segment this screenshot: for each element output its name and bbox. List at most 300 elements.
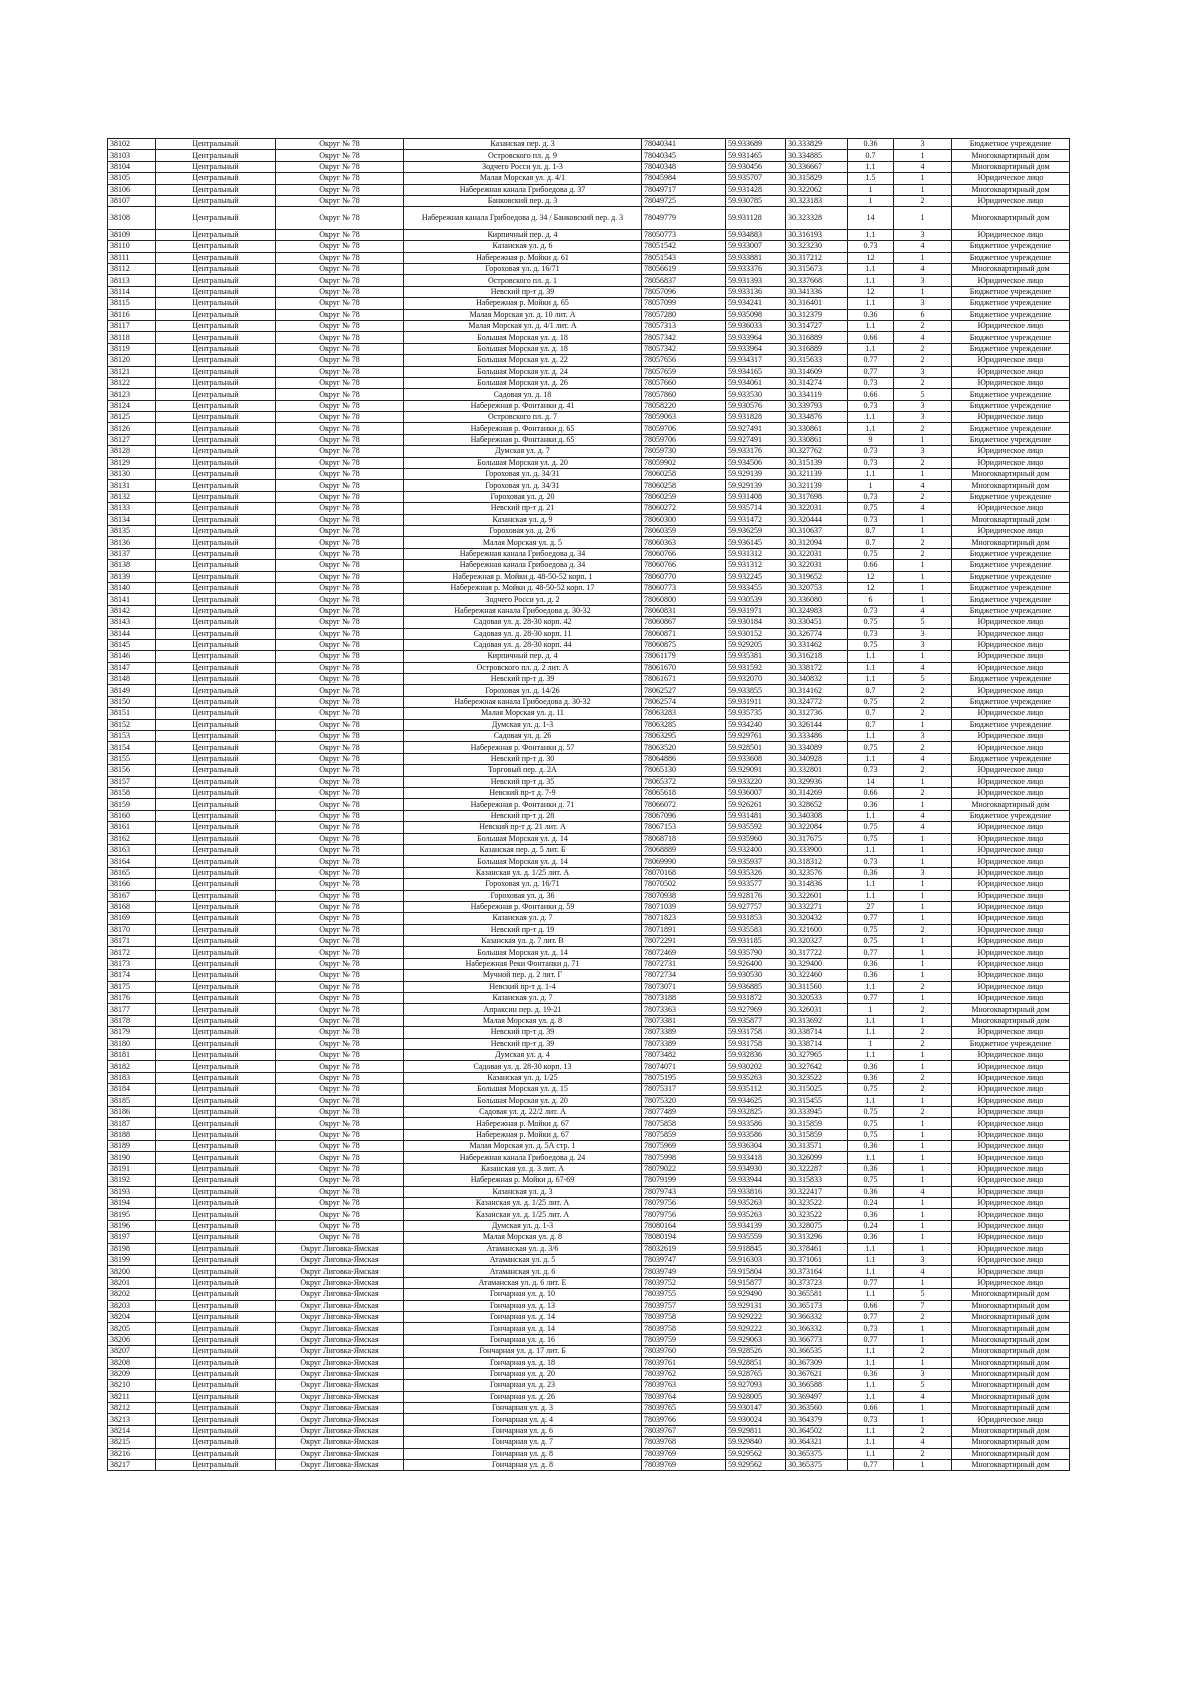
count-cell: 3 [894, 298, 952, 309]
latitude-cell: 59.926261 [726, 799, 786, 810]
count-cell: 1 [894, 1334, 952, 1345]
address-cell: Гончарная ул. д. 4 [404, 1414, 642, 1425]
volume-cell: 0.36 [848, 970, 894, 981]
volume-cell: 0.77 [848, 947, 894, 958]
owner-type-cell: Бюджетное учреждение [952, 674, 1070, 685]
count-cell: 2 [894, 696, 952, 707]
record-id-cell: 38105 [108, 173, 156, 184]
owner-type-cell: Юридическое лицо [952, 856, 1070, 867]
owner-type-cell: Юридическое лицо [952, 867, 1070, 878]
volume-cell: 0.77 [848, 1311, 894, 1322]
owner-type-cell: Юридическое лицо [952, 617, 1070, 628]
table-row [108, 1460, 1070, 1471]
owner-type-cell: Многоквартирный дом [952, 161, 1070, 172]
longitude-cell: 30.315829 [786, 173, 848, 184]
object-code-cell: 78072469 [642, 947, 726, 958]
latitude-cell: 59.930530 [726, 970, 786, 981]
volume-cell: 0.36 [848, 1072, 894, 1083]
volume-cell: 1.1 [848, 651, 894, 662]
table-row [108, 1448, 1070, 1459]
municipal-okrug-cell: Округ № 78 [276, 355, 404, 366]
latitude-cell: 59.934930 [726, 1163, 786, 1174]
municipal-okrug-cell: Округ № 78 [276, 1220, 404, 1231]
owner-type-cell: Бюджетное учреждение [952, 491, 1070, 502]
owner-type-cell: Многоквартирный дом [952, 1448, 1070, 1459]
table-row [108, 844, 1070, 855]
count-cell: 4 [894, 1266, 952, 1277]
latitude-cell: 59.927757 [726, 901, 786, 912]
latitude-cell: 59.933376 [726, 264, 786, 275]
count-cell: 1 [894, 1061, 952, 1072]
count-cell: 1 [894, 1175, 952, 1186]
object-code-cell: 78073071 [642, 981, 726, 992]
table-row [108, 1118, 1070, 1129]
record-id-cell: 38215 [108, 1437, 156, 1448]
owner-type-cell: Многоквартирный дом [952, 1004, 1070, 1015]
latitude-cell: 59.935714 [726, 503, 786, 514]
municipal-okrug-cell: Округ № 78 [276, 1015, 404, 1026]
object-code-cell: 78039764 [642, 1391, 726, 1402]
municipal-okrug-cell: Округ № 78 [276, 696, 404, 707]
table-row [108, 1004, 1070, 1015]
owner-type-cell: Юридическое лицо [952, 1277, 1070, 1288]
record-id-cell: 38171 [108, 936, 156, 947]
longitude-cell: 30.314162 [786, 685, 848, 696]
table-row [108, 1175, 1070, 1186]
longitude-cell: 30.336080 [786, 594, 848, 605]
volume-cell: 1 [848, 1038, 894, 1049]
latitude-cell: 59.930785 [726, 195, 786, 206]
district-cell: Центральный [156, 400, 276, 411]
district-cell: Центральный [156, 184, 276, 195]
latitude-cell: 59.933586 [726, 1129, 786, 1140]
record-id-cell: 38102 [108, 139, 156, 150]
latitude-cell: 59.931408 [726, 491, 786, 502]
address-cell: Гончарная ул. д. 14 [404, 1323, 642, 1334]
municipal-okrug-cell: Округ № 78 [276, 993, 404, 1004]
longitude-cell: 30.334089 [786, 742, 848, 753]
address-cell: Набережная канала Грибоедова д. 30-32 [404, 696, 642, 707]
longitude-cell: 30.320327 [786, 936, 848, 947]
record-id-cell: 38125 [108, 412, 156, 423]
municipal-okrug-cell: Округ № 78 [276, 207, 404, 230]
table-row [108, 1403, 1070, 1414]
volume-cell: 0.73 [848, 605, 894, 616]
address-cell: Островского пл. д. 7 [404, 412, 642, 423]
table-row [108, 617, 1070, 628]
district-cell: Центральный [156, 309, 276, 320]
municipal-okrug-cell: Округ № 78 [276, 241, 404, 252]
municipal-okrug-cell: Округ № 78 [276, 970, 404, 981]
latitude-cell: 59.929840 [726, 1437, 786, 1448]
district-cell: Центральный [156, 355, 276, 366]
municipal-okrug-cell: Округ № 78 [276, 469, 404, 480]
object-code-cell: 78056837 [642, 275, 726, 286]
longitude-cell: 30.315139 [786, 457, 848, 468]
latitude-cell: 59.931185 [726, 936, 786, 947]
table-row [108, 799, 1070, 810]
owner-type-cell: Юридическое лицо [952, 1072, 1070, 1083]
address-cell: Думская ул. д. 1-3 [404, 719, 642, 730]
latitude-cell: 59.929139 [726, 480, 786, 491]
municipal-okrug-cell: Округ Лиговка-Ямская [276, 1357, 404, 1368]
object-code-cell: 78063283 [642, 708, 726, 719]
district-cell: Центральный [156, 1198, 276, 1209]
longitude-cell: 30.315833 [786, 1175, 848, 1186]
district-cell: Центральный [156, 446, 276, 457]
address-cell: Садовая ул. д. 28-30 корп. 11 [404, 628, 642, 639]
address-cell: Гороховая ул. д. 16/71 [404, 879, 642, 890]
longitude-cell: 30.312379 [786, 309, 848, 320]
latitude-cell: 59.934883 [726, 229, 786, 240]
owner-type-cell: Многоквартирный дом [952, 207, 1070, 230]
object-code-cell: 78066072 [642, 799, 726, 810]
object-code-cell: 78072734 [642, 970, 726, 981]
record-id-cell: 38181 [108, 1049, 156, 1060]
longitude-cell: 30.333900 [786, 844, 848, 855]
latitude-cell: 59.933136 [726, 286, 786, 297]
longitude-cell: 30.373164 [786, 1266, 848, 1277]
address-cell: Зодчего Росси ул. д. 1-3 [404, 161, 642, 172]
object-code-cell: 78032619 [642, 1243, 726, 1254]
latitude-cell: 59.933689 [726, 139, 786, 150]
address-cell: Островского пл. д. 9 [404, 150, 642, 161]
volume-cell: 0.73 [848, 491, 894, 502]
latitude-cell: 59.934625 [726, 1095, 786, 1106]
municipal-okrug-cell: Округ № 78 [276, 867, 404, 878]
municipal-okrug-cell: Округ Лиговка-Ямская [276, 1460, 404, 1471]
volume-cell: 12 [848, 582, 894, 593]
owner-type-cell: Юридическое лицо [952, 628, 1070, 639]
table-row [108, 1243, 1070, 1254]
table-row [108, 1129, 1070, 1140]
table-row [108, 901, 1070, 912]
record-id-cell: 38199 [108, 1255, 156, 1266]
record-id-cell: 38104 [108, 161, 156, 172]
record-id-cell: 38209 [108, 1368, 156, 1379]
volume-cell: 0.66 [848, 560, 894, 571]
address-cell: Гороховая ул. д. 34/31 [404, 480, 642, 491]
count-cell: 1 [894, 901, 952, 912]
object-code-cell: 78057313 [642, 320, 726, 331]
longitude-cell: 30.317675 [786, 833, 848, 844]
object-code-cell: 78079022 [642, 1163, 726, 1174]
table-row [108, 343, 1070, 354]
count-cell: 2 [894, 787, 952, 798]
longitude-cell: 30.364321 [786, 1437, 848, 1448]
municipal-okrug-cell: Округ № 78 [276, 184, 404, 195]
district-cell: Центральный [156, 195, 276, 206]
object-code-cell: 78039758 [642, 1311, 726, 1322]
municipal-okrug-cell: Округ № 78 [276, 833, 404, 844]
record-id-cell: 38133 [108, 503, 156, 514]
volume-cell: 0.73 [848, 446, 894, 457]
count-cell: 2 [894, 1084, 952, 1095]
owner-type-cell: Юридическое лицо [952, 503, 1070, 514]
district-cell: Центральный [156, 503, 276, 514]
count-cell: 4 [894, 161, 952, 172]
municipal-okrug-cell: Округ № 78 [276, 526, 404, 537]
record-id-cell: 38136 [108, 537, 156, 548]
volume-cell: 1.1 [848, 423, 894, 434]
volume-cell: 0.77 [848, 913, 894, 924]
owner-type-cell: Юридическое лицо [952, 924, 1070, 935]
latitude-cell: 59.929490 [726, 1289, 786, 1300]
address-cell: Большая Морская ул. д. 20 [404, 457, 642, 468]
municipal-okrug-cell: Округ № 78 [276, 662, 404, 673]
owner-type-cell: Многоквартирный дом [952, 537, 1070, 548]
volume-cell: 1.1 [848, 412, 894, 423]
municipal-okrug-cell: Округ № 78 [276, 195, 404, 206]
object-code-cell: 78060875 [642, 639, 726, 650]
district-cell: Центральный [156, 343, 276, 354]
address-cell: Невский пр-т д. 35 [404, 776, 642, 787]
address-cell: Набережная канала Грибоедова д. 30-32 [404, 605, 642, 616]
volume-cell: 0.75 [848, 936, 894, 947]
count-cell: 3 [894, 731, 952, 742]
count-cell: 2 [894, 1004, 952, 1015]
longitude-cell: 30.323522 [786, 1198, 848, 1209]
latitude-cell: 59.936033 [726, 320, 786, 331]
table-row [108, 298, 1070, 309]
longitude-cell: 30.326774 [786, 628, 848, 639]
address-cell: Садовая ул. д. 28-30 корп. 42 [404, 617, 642, 628]
object-code-cell: 78065130 [642, 765, 726, 776]
count-cell: 1 [894, 526, 952, 537]
table-row [108, 457, 1070, 468]
address-cell: Гороховая ул. д. 2/6 [404, 526, 642, 537]
count-cell: 4 [894, 822, 952, 833]
count-cell: 2 [894, 1425, 952, 1436]
volume-cell: 0.36 [848, 139, 894, 150]
latitude-cell: 59.930539 [726, 594, 786, 605]
longitude-cell: 30.366588 [786, 1380, 848, 1391]
count-cell: 5 [894, 1380, 952, 1391]
address-cell: Казанская ул. д. 1/25 лит. А [404, 867, 642, 878]
district-cell: Центральный [156, 1368, 276, 1379]
volume-cell: 1.1 [848, 1255, 894, 1266]
latitude-cell: 59.934317 [726, 355, 786, 366]
district-cell: Центральный [156, 1380, 276, 1391]
table-row [108, 514, 1070, 525]
count-cell: 1 [894, 1129, 952, 1140]
owner-type-cell: Юридическое лицо [952, 1152, 1070, 1163]
latitude-cell: 59.931872 [726, 993, 786, 1004]
owner-type-cell: Многоквартирный дом [952, 1289, 1070, 1300]
owner-type-cell: Юридическое лицо [952, 639, 1070, 650]
table-row [108, 1049, 1070, 1060]
volume-cell: 1.1 [848, 1049, 894, 1060]
address-cell: Невский пр-т д. 39 [404, 674, 642, 685]
longitude-cell: 30.320753 [786, 582, 848, 593]
count-cell: 2 [894, 1346, 952, 1357]
longitude-cell: 30.322460 [786, 970, 848, 981]
address-cell: Невский пр-т д. 21 лит. А [404, 822, 642, 833]
table-row [108, 1437, 1070, 1448]
volume-cell: 14 [848, 207, 894, 230]
count-cell: 4 [894, 1186, 952, 1197]
table-row [108, 1027, 1070, 1038]
record-id-cell: 38148 [108, 674, 156, 685]
latitude-cell: 59.929205 [726, 639, 786, 650]
object-code-cell: 78039760 [642, 1346, 726, 1357]
municipal-okrug-cell: Округ № 78 [276, 548, 404, 559]
volume-cell: 0.73 [848, 856, 894, 867]
count-cell: 2 [894, 423, 952, 434]
count-cell: 1 [894, 879, 952, 890]
volume-cell: 1.1 [848, 275, 894, 286]
address-cell: Гончарная ул. д. 7 [404, 1437, 642, 1448]
record-id-cell: 38201 [108, 1277, 156, 1288]
longitude-cell: 30.338172 [786, 662, 848, 673]
owner-type-cell: Юридическое лицо [952, 1243, 1070, 1254]
latitude-cell: 59.931481 [726, 810, 786, 821]
latitude-cell: 59.918845 [726, 1243, 786, 1254]
district-cell: Центральный [156, 1129, 276, 1140]
table-row [108, 696, 1070, 707]
district-cell: Центральный [156, 674, 276, 685]
address-cell: Набережная канала Грибоедова д. 37 [404, 184, 642, 195]
table-row [108, 1289, 1070, 1300]
longitude-cell: 30.323230 [786, 241, 848, 252]
count-cell: 3 [894, 139, 952, 150]
latitude-cell: 59.931911 [726, 696, 786, 707]
district-cell: Центральный [156, 1141, 276, 1152]
volume-cell: 0.75 [848, 822, 894, 833]
owner-type-cell: Многоквартирный дом [952, 1425, 1070, 1436]
latitude-cell: 59.934061 [726, 377, 786, 388]
district-cell: Центральный [156, 651, 276, 662]
longitude-cell: 30.319652 [786, 571, 848, 582]
table-row [108, 161, 1070, 172]
municipal-okrug-cell: Округ № 78 [276, 639, 404, 650]
address-cell: Гороховая ул. д. 14/26 [404, 685, 642, 696]
address-cell: Невский пр-т д. 39 [404, 1027, 642, 1038]
owner-type-cell: Юридическое лицо [952, 1198, 1070, 1209]
owner-type-cell: Многоквартирный дом [952, 1311, 1070, 1322]
object-code-cell: 78077489 [642, 1106, 726, 1117]
volume-cell: 0.36 [848, 1186, 894, 1197]
record-id-cell: 38174 [108, 970, 156, 981]
volume-cell: 0.73 [848, 457, 894, 468]
district-cell: Центральный [156, 412, 276, 423]
record-id-cell: 38216 [108, 1448, 156, 1459]
owner-type-cell: Юридическое лицо [952, 320, 1070, 331]
longitude-cell: 30.332801 [786, 765, 848, 776]
table-body [108, 139, 1070, 1471]
address-cell: Набережная Реки Фонтанки д. 71 [404, 958, 642, 969]
address-cell: Большая Морская ул. д. 14 [404, 833, 642, 844]
municipal-okrug-cell: Округ № 78 [276, 582, 404, 593]
count-cell: 1 [894, 1460, 952, 1471]
district-cell: Центральный [156, 753, 276, 764]
address-cell: Гороховая ул. д. 34/31 [404, 469, 642, 480]
address-cell: Гончарная ул. д. 3 [404, 1403, 642, 1414]
latitude-cell: 59.929063 [726, 1334, 786, 1345]
district-cell: Центральный [156, 537, 276, 548]
address-cell: Гончарная ул. д. 8 [404, 1460, 642, 1471]
district-cell: Центральный [156, 332, 276, 343]
count-cell: 1 [894, 1015, 952, 1026]
latitude-cell: 59.929131 [726, 1300, 786, 1311]
district-cell: Центральный [156, 1277, 276, 1288]
object-code-cell: 78060773 [642, 582, 726, 593]
volume-cell: 0.75 [848, 1106, 894, 1117]
count-cell: 3 [894, 366, 952, 377]
volume-cell: 1.1 [848, 1357, 894, 1368]
address-cell: Атаманская ул. д. 6 лит. Е [404, 1277, 642, 1288]
object-code-cell: 78039762 [642, 1368, 726, 1379]
municipal-okrug-cell: Округ № 78 [276, 765, 404, 776]
record-id-cell: 38143 [108, 617, 156, 628]
longitude-cell: 30.323522 [786, 1072, 848, 1083]
longitude-cell: 30.340928 [786, 753, 848, 764]
owner-type-cell: Многоквартирный дом [952, 264, 1070, 275]
volume-cell: 0.75 [848, 639, 894, 650]
table-row [108, 867, 1070, 878]
municipal-okrug-cell: Округ № 78 [276, 389, 404, 400]
object-code-cell: 78075859 [642, 1129, 726, 1140]
volume-cell: 1.1 [848, 1380, 894, 1391]
record-id-cell: 38166 [108, 879, 156, 890]
object-code-cell: 78060363 [642, 537, 726, 548]
volume-cell: 0.36 [848, 1368, 894, 1379]
latitude-cell: 59.935263 [726, 1198, 786, 1209]
district-cell: Центральный [156, 1004, 276, 1015]
municipal-okrug-cell: Округ № 78 [276, 343, 404, 354]
record-id-cell: 38193 [108, 1186, 156, 1197]
record-id-cell: 38103 [108, 150, 156, 161]
municipal-okrug-cell: Округ № 78 [276, 514, 404, 525]
table-row [108, 207, 1070, 230]
count-cell: 1 [894, 856, 952, 867]
address-cell: Садовая ул. д. 28-30 корп. 44 [404, 639, 642, 650]
table-row [108, 639, 1070, 650]
object-code-cell: 78060258 [642, 480, 726, 491]
record-id-cell: 38132 [108, 491, 156, 502]
record-id-cell: 38145 [108, 639, 156, 650]
longitude-cell: 30.363560 [786, 1403, 848, 1414]
latitude-cell: 59.927969 [726, 1004, 786, 1015]
longitude-cell: 30.322031 [786, 560, 848, 571]
table-row [108, 537, 1070, 548]
owner-type-cell: Юридическое лицо [952, 526, 1070, 537]
owner-type-cell: Юридическое лицо [952, 1220, 1070, 1231]
district-cell: Центральный [156, 993, 276, 1004]
record-id-cell: 38115 [108, 298, 156, 309]
latitude-cell: 59.933608 [726, 753, 786, 764]
longitude-cell: 30.333829 [786, 139, 848, 150]
record-id-cell: 38113 [108, 275, 156, 286]
municipal-okrug-cell: Округ № 78 [276, 434, 404, 445]
count-cell: 1 [894, 286, 952, 297]
table-row [108, 1311, 1070, 1322]
record-id-cell: 38128 [108, 446, 156, 457]
latitude-cell: 59.933220 [726, 776, 786, 787]
address-cell: Думская ул. д. 4 [404, 1049, 642, 1060]
count-cell: 4 [894, 241, 952, 252]
longitude-cell: 30.326099 [786, 1152, 848, 1163]
address-cell: Невский пр-т д. 7-9 [404, 787, 642, 798]
longitude-cell: 30.365581 [786, 1289, 848, 1300]
owner-type-cell: Юридическое лицо [952, 970, 1070, 981]
address-cell: Гончарная ул. д. 17 лит. Б [404, 1346, 642, 1357]
record-id-cell: 38120 [108, 355, 156, 366]
volume-cell: 14 [848, 776, 894, 787]
count-cell: 1 [894, 776, 952, 787]
volume-cell: 0.7 [848, 685, 894, 696]
latitude-cell: 59.933964 [726, 343, 786, 354]
